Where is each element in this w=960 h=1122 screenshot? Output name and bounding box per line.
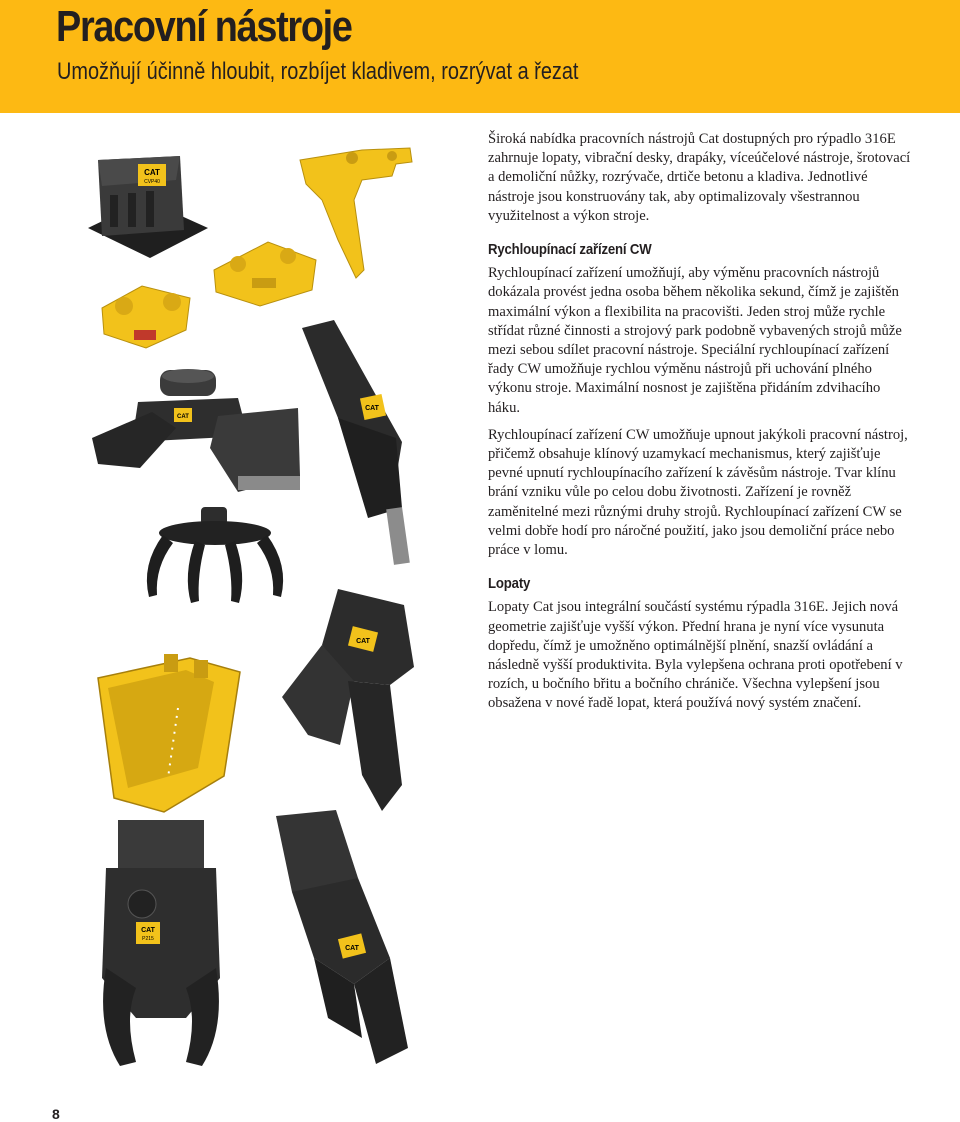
vibratory-plate-compactor-image: [80, 150, 210, 260]
hydraulic-hammer-image: [298, 318, 410, 568]
pulverizer-brand-label: CAT: [141, 927, 155, 934]
quick-coupler-image: [208, 230, 320, 310]
sorting-grapple-image: [88, 368, 302, 498]
intro-paragraph: Široká nabídka pracovních nástrojů Cat dostupných pro rýpadlo 316E zahrnuje lopaty, vibrační desky, drapáky, víceúčelové nástroje, šrotovací a demoliční nůžky, rozrývače, drtiče betonu a kladiva. Jednotlivé nástroje jsou konstruovány tak, aby optimalizovaly všestrannou využitelnost a výkon stroje.: [488, 131, 911, 224]
quick-coupler-paragraph-1: Rychloupínací zařízení umožňují, aby výměnu pracovních nástrojů dokázala provést jedna osoba během několika sekund, čímž je zajištěn maximální výkon a flexibilita na pracovišti. Jeden stroj může rychle střídat různé činnosti a strojový park podobně vybavených strojů může mezi sebou sdílet pracovní nástroje. Speciální rychloupínací zařízení řady CW umožňuje rychlou výměnu nástrojů při uchování plného výkonu stroje. Maximální nosnost je zajištěna přidáním zdvihacího háku.: [488, 265, 902, 416]
plate-brand-label: CAT: [144, 168, 160, 177]
crusher-brand-label: CAT: [356, 638, 370, 645]
page-header: [0, 0, 960, 113]
hydraulic-coupler-image: [98, 278, 194, 350]
orange-peel-grapple-image: [135, 505, 295, 605]
demolition-shear-image: [266, 808, 410, 1070]
buckets-paragraph: Lopaty Cat jsou integrální součástí systému rýpadla 316E. Jejich nová geometrie zajišťuje vyšší výkon. Přední hrana je nyní více vysunuta dopředu, čímž je umožněno optimálnější plnění, snazší ovládání a následně vyšší produktivita. Byla vylepšena ochrana proti opotřebení v rozích, u bočního břitu a bočního chrániče. Všechna vylepšení jsou obsažena v nové řadě lopat, která používá nový systém značení.: [488, 599, 903, 712]
section-heading-quick-coupler: Rychloupínací zařízení CW: [488, 241, 652, 259]
bucket-image: [94, 648, 244, 816]
section-heading-buckets: Lopaty: [488, 575, 531, 593]
quick-coupler-paragraph-2: Rychloupínací zařízení CW umožňuje upnout jakýkoli pracovní nástroj, přičemž obsahuje klínový uzamykací mechanismus, který zajišťuje pevné upnutí rychloupínacího zařízení k závěsům nástroje. Tvar klínu brání vzniku vůle po celou dobu životnosti. Zařízení je rovněž zaměnitelné mezi různými druhy strojů. Rychloupínací zařízení CW se velmi dobře hodí pro náročné použití, jako jsou demoliční práce nebo práce v lomu.: [488, 426, 908, 559]
pulverizer-image: [96, 818, 226, 1070]
concrete-crusher-image: [278, 585, 418, 815]
page-subtitle: Umožňují účinně hloubit, rozbíjet kladivem, rozrývat a řezat: [57, 58, 579, 85]
plate-model-label: CVP40: [144, 179, 160, 185]
text-column: [488, 130, 912, 722]
pulverizer-model-label: P215: [142, 936, 154, 942]
hammer-brand-label: CAT: [365, 405, 379, 412]
page-title: Pracovní nástroje: [56, 2, 352, 51]
sorter-brand-label: CAT: [177, 414, 189, 420]
shear-brand-label: CAT: [345, 945, 359, 952]
page-number: 8: [52, 1106, 60, 1122]
